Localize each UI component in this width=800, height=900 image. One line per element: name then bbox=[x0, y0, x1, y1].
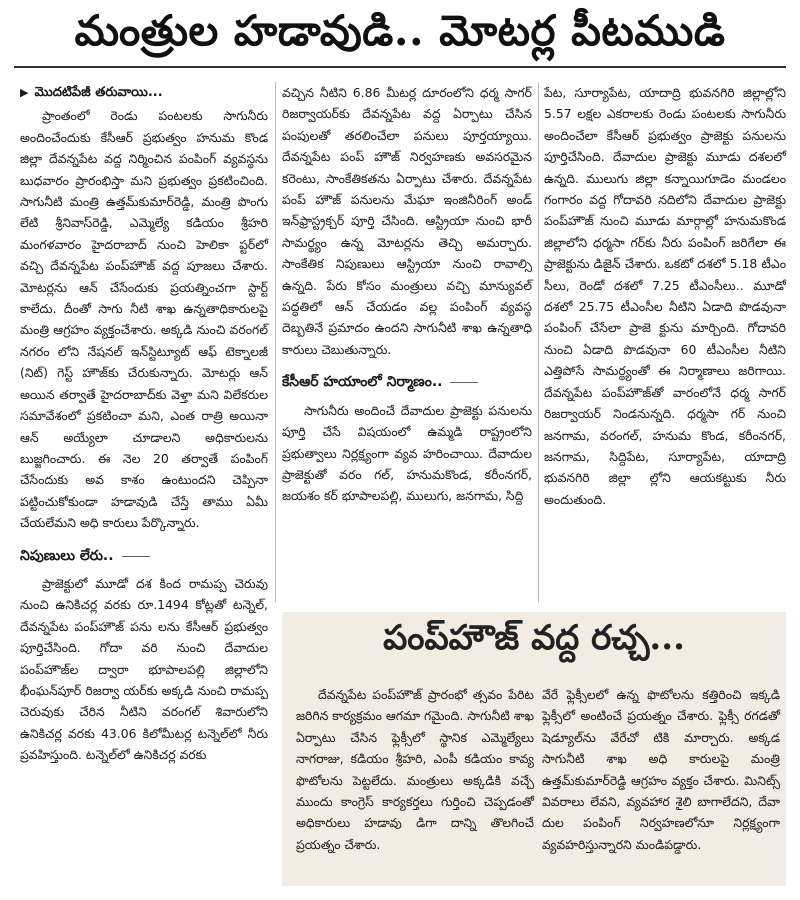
article-column-2 bbox=[282, 82, 532, 507]
headline-rule bbox=[14, 66, 786, 68]
paragraph: వేరే ఫ్లెక్సీలలో ఉన్న ఫొటోలను కత్తిరించి ఇక్కడి ఫ్లెక్సీలో అంటించే ప్రయత్నం చేశారు. ఫ్లెక్సీ రగడతో షెడ్యూల్‌ను వేరేచో టికి మార్చారు. అక్కడ సాగునీటి శాఖ అధి కారులపై మంత్రి ఉత్తమ్‌కుమార్‌రెడ్డి ఆగ్రహం వ్యక్తం చేశారు. మినిట్స్ వివరాలు లేవని, వ్యవహార శైలి బాగాలేదని, దేవా దుల పంపింగ్ నిర్వహణలోనూ నిర్లక్ష్యంగా వ్యవహరిస్తున్నారని మండిపడ్డారు. bbox=[542, 687, 780, 852]
paragraph: ప్రాంతంలో రెండు పంటలకు సాగునీరు అందించేందుకు కేసీఆర్ ప్రభుత్వం హనుమ కొండ జిల్లా దేవన్నపేట వద్ద నిర్మించిన పంపింగ్ వ్యవస్థను బుధవారం ప్రారంభిస్తా మని ప్రభుత్వం ప్రకటించింది. సాగునీటి మంత్రి ఉత్తమ్‌కుమార్‌రెడ్డి, మంత్రి పొంగు లేటి శ్రీనివాస్‌రెడ్డి, ఎమ్మెల్యే కడియం శ్రీహరి మంగళవారం హైదరాబాద్ నుంచి హెలికా ప్టర్‌లో వచ్చి దేవన్నపేట పంప్‌హౌజ్ వద్ద పూజలు చేశారు. మోటర్లను ఆన్ చేసేందుకు ప్రయత్నించగా స్టార్ట్ కాలేదు. దీంతో సాగు నీటి శాఖ ఉన్నతాధికారులపై మంత్రి ఆగ్రహం వ్యక్తంచేశారు. అక్కడి నుంచి వరంగల్ నగరం లోని నేషనల్ ఇన్‌స్టిట్యూట్ ఆఫ్ టెక్నాలజీ (నిట్) గెస్ట్ హౌజ్‌కు చేరుకున్నారు. మోటర్లు ఆన్ అయిన తర్వాతే హైదరాబాద్‌కు వెళ్తా మని విలేకరుల సమావేశంలో ప్రకటించా మని, ఎంత రాత్రి అయినా ఆన్ అయ్యేలా చూడాలని అధికారులను బుజ్జగించారు. ఈ నెల 20 తర్వాతే పంపింగ్ చేసేందుకు అవ కాశం ఉంటుందని చెప్పినా పట్టించుకోకుండా హడావుడి చేస్తే తాము ఏమీ చేయలేమని అధి కారులు పేర్కొన్నారు. bbox=[20, 108, 268, 531]
column-divider bbox=[275, 82, 276, 602]
sidebar-box bbox=[282, 612, 786, 886]
column-divider bbox=[538, 82, 539, 602]
paragraph: పేట, సూర్యాపేట, యాదాద్రి భువనగిరి జిల్లాల్లోని 5.57 లక్షల ఎకరాలకు రెండు పంటలకు సాగునీరు అందించేలా కేసీఆర్ ప్రభుత్వం ప్రాజెక్టు పనులను పూర్తిచేసింది. దేవాదుల ప్రాజెక్టు మూడు దశలలో ఉన్నది. ములుగు జిల్లా కన్నాయిగూడెం మండలం గంగారం వద్ద గోదావరి నదిలోని దేవాదుల ప్రాజెక్టు పంప్‌హౌజ్ నుంచి మూడు మార్గాల్లో హనుమకొండ జిల్లాలోని ధర్మసా గర్‌కు నీరు పంపింగ్ జరిగేలా ఈ ప్రాజెక్టును డిజైన్ చేశారు. ఒకటో దశలో 5.18 టీఎం సీలు, రెండో దశలో 7.25 టీఎంసీలు.. మూడో దశలో 25.75 టీఎంసీల నీటిని ఏడాది పొడవునా పంపింగ్ చేసేలా ప్రాజె క్టును మార్చింది. గోదావరి నుంచి ఏడాది పొడవునా 60 టీఎంసీల నీటిని ఎత్తిపోసే సామర్థ్యంతో ఈ నిర్మాణాలు జరిగాయి. దేవన్నపేట పంప్‌హౌజ్‌తో వారంలోనే ధర్మ సాగర్ రిజర్వాయర్ నిండనున్నది. ధర్మసా గర్ నుంచి జనగామ, వరంగల్, హనుమ కొండ, కరీంనగర్, జనగామ, సిద్దిపేట, సూర్యాపేట, యాదాద్రి భువనగిరి జిల్లా ల్లోని ఆయకట్టుకు నీరు అందుతుంది. bbox=[544, 85, 786, 507]
subheading-text: నిపుణులు లేరు.. bbox=[20, 547, 114, 564]
subheading bbox=[20, 546, 268, 567]
sidebar-box-column-1 bbox=[296, 684, 534, 855]
paragraph: సాగునీరు అందించే దేవాదుల ప్రాజెక్టు పనులను పూర్తి చేసే విషయంలో ఉమ్మడి రాష్ట్రంలోని ప్రభుత్వాలు నిర్లక్ష్యంగా వ్యవ హరించాయి. దేవాదుల ప్రాజెక్టుతో వరం గల్, హనుమకొండ, కరీంనగర్, జయశం కర్ భూపాలపల్లి, ములుగు, జనగామ, సిద్ది bbox=[282, 402, 532, 504]
subheading-rule bbox=[450, 382, 478, 383]
sidebar-box-column-2 bbox=[542, 684, 780, 855]
article-column-1 bbox=[20, 82, 268, 766]
paragraph: వచ్చిన నీటిని 6.86 మీటర్ల దూరంలోని ధర్మ సాగర్ రిజర్వాయర్‌కు దేవన్నపేట వద్ద ఏర్పాటు చేసిన పంపులతో తరలించేలా పనులు పూర్తయ్యాయి. దేవన్నపేట పంప్ హౌజ్ నిర్వహణకు అవసరమైన కరెంటు, సాంకేతికతను ఏర్పాటు చేశారు. దేవన్నపేట పంప్ హౌజ్ పనులను మేఘా ఇంజినీరింగ్ అండ్ ఇన్‌ఫ్రాస్ట్రక్చర్ పూర్తి చేసింది. ఆస్ట్రియా నుంచి భారీ సామర్థ్యం ఉన్న మోటర్లను తెచ్చి అమర్చారు. సాంకేతిక నిపుణులు ఆస్ట్రియా నుంచి రావాల్సి ఉన్నది. పేరు కోసం మంత్రులు వచ్చి మాన్యువల్ పద్ధతిలో ఆన్ చేయడం వల్ల పంపింగ్ వ్యవస్థ దెబ్బతినే ప్రమాదం ఉందని సాగునీటి శాఖ ఉన్నతాధి కారులు చెబుతున్నారు. bbox=[282, 85, 532, 357]
continued-marker bbox=[20, 82, 268, 103]
paragraph: దేవన్నపేట పంప్‌హౌజ్ ప్రారంభో త్సవం పేరిట జరిగిన కార్యక్రమం ఆగమా గమైంది. సాగునీటి శాఖ ఏర్పాటు చేసిన ఫ్లెక్సీలో స్థానిక ఎమ్మెల్యేలు నాగరాజు, కడియం శ్రీహరి, ఎంపీ కడియం కావ్య ఫొటోలను పెట్టలేదు. మంత్రులు అక్కడికి వచ్చే ముందు కాంగ్రెస్ కార్యకర్తలు గుర్తించి చెప్పడంతో అధికారులు హడావు డిగా దాన్ని తొలగించే ప్రయత్నం చేశారు. bbox=[296, 687, 534, 852]
headline: మంత్రుల హడావుడి.. మోటర్ల పీటముడి bbox=[74, 6, 726, 55]
subheading-rule bbox=[122, 556, 150, 557]
subheading bbox=[282, 372, 532, 393]
play-triangle-icon: ▶ bbox=[20, 86, 29, 99]
article-column-3 bbox=[544, 82, 786, 510]
subheading-text: కేసీఆర్ హయాంలో నిర్మాణం.. bbox=[282, 374, 443, 391]
paragraph: ప్రాజెక్టులో మూడో దశ కింద రామప్ప చెరువు నుంచి ఉనికిచర్ల వరకు రూ.1494 కోట్లతో టన్నెల్, దేవన్నపేట పంప్‌హౌజ్ పను లను కేసీఆర్ ప్రభుత్వం పూర్తిచేసింది. గోదా వరి నుంచి దేవాదుల పంప్‌హౌజ్‌ల ద్వారా భూపాలపల్లి జిల్లాలోని భీంఘన్‌పూర్ రిజర్వా యర్‌కు అక్కడి నుంచి రామప్ప చెరువుకు చేరిన నీటిని వరంగల్ శివారులోని ఉనికిచర్ల వరకు 43.06 కిలోమీటర్ల టన్నెల్‌లో నీరు ప్రవహిస్తుంది. టన్నెల్‌లో ఉనికిచర్ల వరకు bbox=[20, 575, 268, 763]
sidebar-box-title: పంప్‌హౌజ్ వద్ద రచ్చ... bbox=[383, 618, 685, 658]
continued-label: మొదటిపేజీ తరువాయి... bbox=[34, 85, 163, 100]
